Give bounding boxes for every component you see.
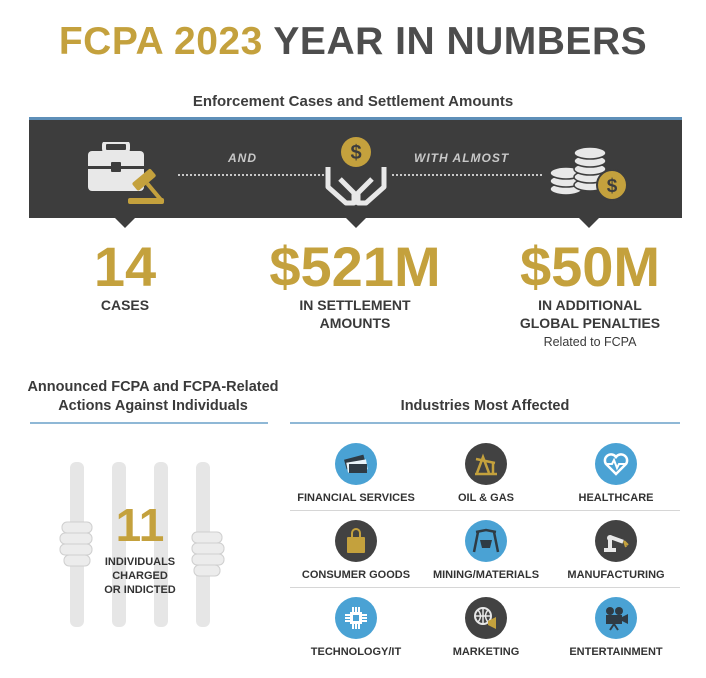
industry-label: MINING/MATERIALS xyxy=(432,569,540,581)
stat-penalties-sublabel: Related to FCPA xyxy=(543,335,637,349)
individuals-label-line2: CHARGED xyxy=(112,570,168,582)
briefcase-gavel-icon xyxy=(84,142,176,208)
robot-arm-icon xyxy=(595,520,637,562)
stat-penalties-label-line2: GLOBAL PENALTIES xyxy=(519,315,661,331)
svg-text:$: $ xyxy=(350,142,362,164)
industry-label: MARKETING xyxy=(452,646,520,658)
industry-label: TECHNOLOGY/IT xyxy=(310,646,402,658)
industry-label: MANUFACTURING xyxy=(567,569,665,581)
industry-technology-it xyxy=(296,597,416,658)
industry-label: CONSUMER GOODS xyxy=(301,569,411,581)
industry-marketing xyxy=(426,597,546,658)
page-title xyxy=(0,20,706,64)
stat-penalties-label-line1: IN ADDITIONAL xyxy=(538,297,642,313)
coin-stack-icon xyxy=(548,145,634,207)
stat-cases-label: CASES xyxy=(100,297,150,313)
connector-and: AND xyxy=(228,151,257,165)
industries-heading: Industries Most Affected xyxy=(400,398,570,414)
title-rest: YEAR IN NUMBERS xyxy=(273,20,648,63)
individuals-label-line3: OR INDICTED xyxy=(104,584,176,596)
individuals-rule xyxy=(30,422,268,424)
industry-consumer-goods xyxy=(296,520,416,581)
money-stack-icon xyxy=(335,443,377,485)
film-camera-icon xyxy=(595,597,637,639)
microchip-icon xyxy=(335,597,377,639)
band-pointer-3 xyxy=(576,215,602,228)
industry-mining-materials xyxy=(426,520,546,581)
stat-settlement-label-line2: AMOUNTS xyxy=(319,315,391,331)
industry-label: ENTERTAINMENT xyxy=(569,646,663,658)
industry-label: OIL & GAS xyxy=(457,492,515,504)
svg-text:$: $ xyxy=(606,176,618,197)
industry-label: FINANCIAL SERVICES xyxy=(297,492,415,504)
stat-settlement-value: $521M xyxy=(269,235,441,298)
industries-row-divider xyxy=(290,510,680,511)
oil-pump-icon xyxy=(465,443,507,485)
industry-label: HEALTHCARE xyxy=(578,492,654,504)
connector-dots-left xyxy=(178,174,328,176)
industry-oil-gas xyxy=(426,443,546,504)
individuals-heading-line1: Announced FCPA and FCPA-Related xyxy=(27,379,279,395)
band-pointer-1 xyxy=(112,215,138,228)
industry-entertainment xyxy=(556,597,676,658)
mine-cart-icon xyxy=(465,520,507,562)
individuals-label xyxy=(80,555,200,597)
stat-penalties-value: $50M xyxy=(519,235,661,298)
stat-settlement-label-line1: IN SETTLEMENT xyxy=(299,297,411,313)
heartbeat-icon xyxy=(595,443,637,485)
stat-cases-value: 14 xyxy=(93,235,157,298)
individuals-heading-line2: Actions Against Individuals xyxy=(58,398,248,414)
shopping-bag-icon xyxy=(335,520,377,562)
industries-rule xyxy=(290,422,680,424)
connector-dots-right xyxy=(392,174,542,176)
hands-dollar-coin-icon xyxy=(324,135,388,207)
industry-healthcare xyxy=(556,443,676,504)
industries-row-divider xyxy=(290,587,680,588)
individuals-count: 11 xyxy=(115,499,165,551)
globe-megaphone-icon xyxy=(465,597,507,639)
enforcement-heading: Enforcement Cases and Settlement Amounts xyxy=(192,93,514,110)
band-pointer-2 xyxy=(343,215,369,228)
connector-with-almost: WITH ALMOST xyxy=(414,151,510,165)
title-highlight: FCPA 2023 xyxy=(58,20,263,63)
industry-manufacturing xyxy=(556,520,676,581)
industry-financial-services xyxy=(296,443,416,504)
individuals-label-line1: INDIVIDUALS xyxy=(104,556,176,568)
